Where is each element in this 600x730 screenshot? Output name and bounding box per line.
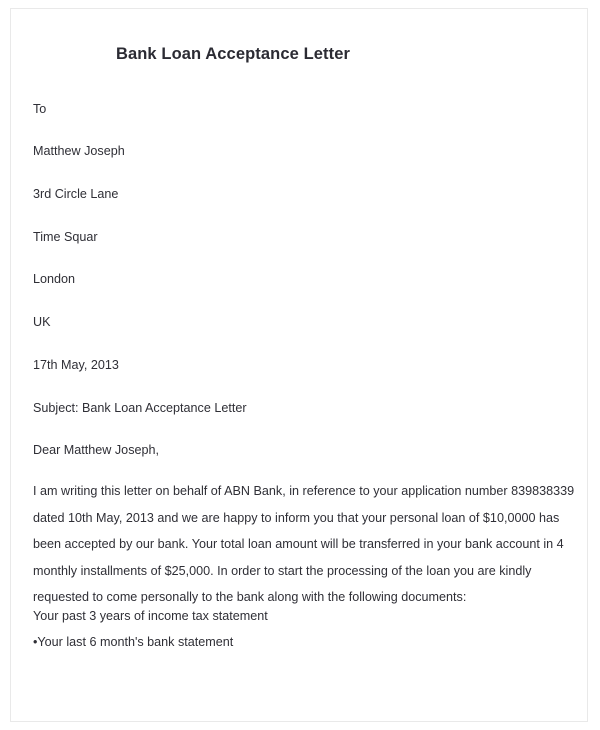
letter-date: 17th May, 2013 — [33, 358, 119, 372]
document-page-border — [10, 8, 588, 722]
list-item: Your past 3 years of income tax statement — [33, 609, 268, 623]
recipient-address-line-2: Time Squar — [33, 230, 98, 244]
letter-body — [11, 9, 589, 723]
list-item: •Your last 6 month's bank statement — [33, 635, 234, 649]
letter-body-paragraph: I am writing this letter on behalf of ABN Bank, in reference to your application number 839838339 dated 10th May, 2013 and we are happy to inform you that your personal loan of $10,0000 has been accepted by our bank. Your total loan amount will be transferred in your bank account in 4 monthly installments of $25,000. In order to start the processing of the loan you are kindly requested to come personally to the bank along with the following documents: — [33, 484, 575, 605]
letter-subject: Subject: Bank Loan Acceptance Letter — [33, 401, 247, 415]
recipient-name: Matthew Joseph — [33, 144, 125, 158]
recipient-address-city: London — [33, 272, 76, 286]
letter-salutation: Dear Matthew Joseph, — [33, 443, 159, 457]
required-documents-list — [33, 603, 576, 655]
to-label: To — [33, 102, 47, 116]
recipient-address-line-1: 3rd Circle Lane — [33, 187, 119, 201]
page-title: Bank Loan Acceptance Letter — [115, 45, 351, 63]
recipient-address-country: UK — [33, 315, 51, 329]
